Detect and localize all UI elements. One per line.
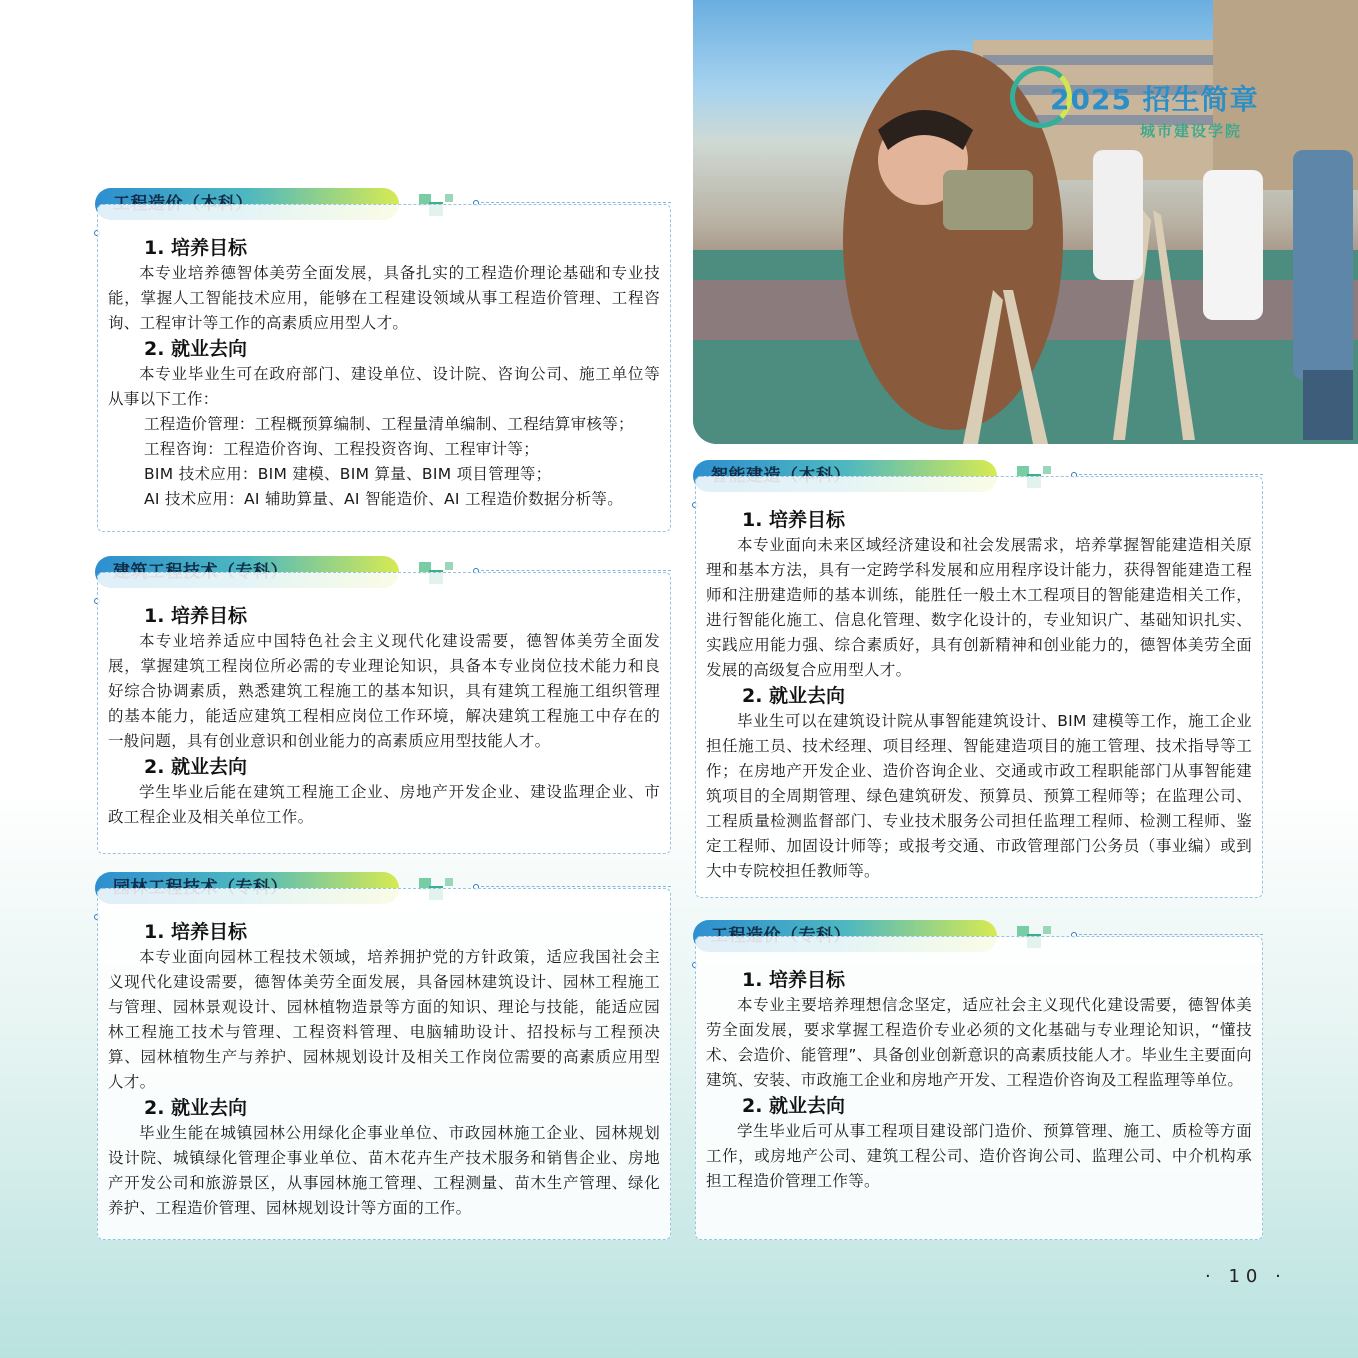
heading-career: 2. 就业去向: [144, 1097, 248, 1119]
section-body: [695, 476, 1263, 898]
brand-subtitle: 城市建设学院: [1140, 122, 1243, 140]
heading-career: 2. 就业去向: [144, 756, 248, 778]
dash-divider: [481, 202, 671, 203]
section-body: [97, 572, 671, 854]
heading-goal: 1. 培养目标: [742, 969, 846, 991]
heading-goal: 1. 培养目标: [742, 509, 846, 531]
paragraph-career: 学生毕业后能在建筑工程施工企业、房地产开发企业、建设监理企业、市政工程企业及相关单位工作。: [108, 783, 660, 826]
dash-divider: [481, 570, 671, 571]
paragraph-career: 学生毕业后可从事工程项目建设部门造价、预算管理、施工、质检等方面工作，或房地产公司、建筑工程公司、造价咨询公司、监理公司、中介机构承担工程造价管理工作等。: [706, 1122, 1252, 1190]
dash-divider: [1079, 474, 1263, 475]
heading-goal: 1. 培养目标: [144, 921, 248, 943]
career-item: 工程造价管理：工程概预算编制、工程量清单编制、工程结算审核等；: [144, 415, 634, 433]
brand-logo: [1010, 66, 1270, 150]
paragraph-goal: 本专业培养适应中国特色社会主义现代化建设需要，德智体美劳全面发展，掌握建筑工程岗位所必需的专业理论知识，具备本专业岗位技术能力和良好综合协调素质，熟悉建筑工程施工的基本知识，具有建筑工程施工组织管理的基本能力，能适应建筑工程相应岗位工作环境，解决建筑工程施工中存在的一般问题，具有创业意识和创业能力的高素质应用型技能人才。: [108, 632, 660, 750]
brand-title: 2025 招生简章: [1050, 83, 1259, 116]
paragraph-goal: 本专业培养德智体美劳全面发展，具备扎实的工程造价理论基础和专业技能，掌握人工智能技术应用，能够在工程建设领域从事工程造价管理、工程咨询、工程审计等工作的高素质应用型人才。: [108, 264, 660, 332]
paragraph-goal: 本专业主要培养理想信念坚定，适应社会主义现代化建设需要，德智体美劳全面发展，要求掌握工程造价专业必须的文化基础与专业理论知识，“懂技术、会造价、能管理”、具备创业创新意识的高素质技能人才。毕业生主要面向建筑、安装、市政施工企业和房地产开发、工程造价咨询及工程监理等单位。: [706, 996, 1252, 1089]
section-body: [695, 936, 1263, 1240]
paragraph-goal: 本专业面向未来区域经济建设和社会发展需求，培养掌握智能建造相关原理和基本方法，具有一定跨学科发展和应用程序设计能力，获得智能建造工程师和注册建造师的基本训练，能胜任一般土木工程项目的智能建造相关工作，进行智能化施工、信息化管理、数字化设计的，专业知识广、基础知识扎实、实践应用能力强、综合素质好，具有创新精神和创业能力的，德智体美劳全面发展的高级复合应用型人才。: [706, 536, 1252, 679]
career-item: 工程咨询：工程造价咨询、工程投资咨询、工程审计等；: [144, 440, 540, 458]
career-item: BIM 技术应用：BIM 建模、BIM 算量、BIM 项目管理等；: [144, 465, 552, 483]
heading-career: 2. 就业去向: [742, 685, 846, 707]
dash-divider: [1079, 934, 1263, 935]
paragraph-career: 毕业生可以在建筑设计院从事智能建筑设计、BIM 建模等工作，施工企业担任施工员、技术经理、项目经理、智能建造项目的施工管理、技术指导等工作；在房地产开发企业、造价咨询企业、交通或市政工程职能部门从事智能建筑项目的全周期管理、绿色建筑研发、预算员、预算工程师等；在监理公司、工程质量检测监督部门、专业技术服务公司担任监理工程师、检测工程师、鉴定工程师、加固设计师等；或报考交通、市政管理部门公务员（事业编）或到大中专院校担任教师等。: [706, 712, 1252, 880]
page-number: · 10 ·: [1205, 1266, 1287, 1287]
paragraph-career: 毕业生能在城镇园林公用绿化企事业单位、市政园林施工企业、园林规划设计院、城镇绿化管理企事业单位、苗木花卉生产技术服务和销售企业、房地产开发公司和旅游景区，从事园林施工管理、工程测量、苗木生产管理、绿化养护、工程造价管理、园林规划设计等方面的工作。: [108, 1124, 660, 1217]
heading-goal: 1. 培养目标: [144, 605, 248, 627]
section-body: [97, 888, 671, 1240]
heading-career: 2. 就业去向: [742, 1095, 846, 1117]
dash-divider: [481, 886, 671, 887]
career-item: AI 技术应用：AI 辅助算量、AI 智能造价、AI 工程造价数据分析等。: [144, 490, 624, 508]
heading-career: 2. 就业去向: [144, 338, 248, 360]
paragraph-goal: 本专业面向园林工程技术领域，培养拥护党的方针政策，适应我国社会主义现代化建设需要，德智体美劳全面发展，具备园林建筑设计、园林工程施工与管理、园林景观设计、园林植物造景等方面的知识、理论与技能，能适应园林工程施工技术与管理、工程资料管理、电脑辅助设计、招投标与工程预决算、园林植物生产与养护、园林规划设计及相关工作岗位需要的高素质应用型人才。: [108, 948, 660, 1091]
heading-goal: 1. 培养目标: [144, 237, 248, 259]
section-body: [97, 204, 671, 532]
paragraph-career: 本专业毕业生可在政府部门、建设单位、设计院、咨询公司、施工单位等从事以下工作：: [108, 365, 660, 408]
